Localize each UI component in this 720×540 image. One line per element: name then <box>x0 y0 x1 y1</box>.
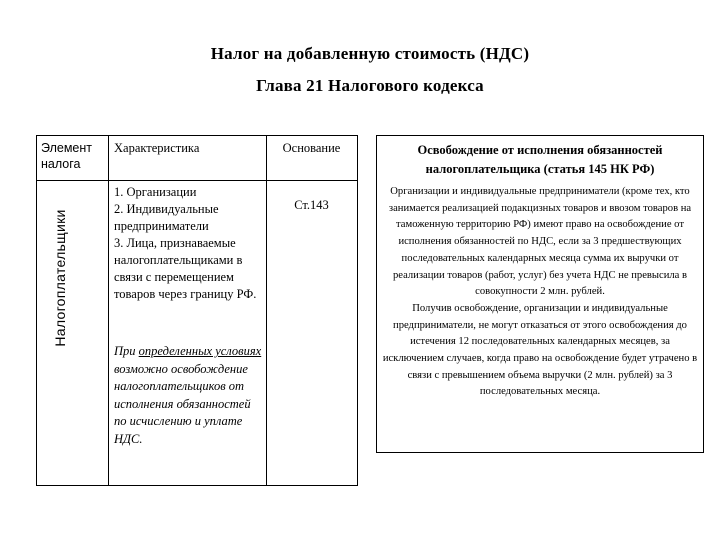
exemption-heading: Освобождение от исполнения обязанностей налогоплательщика (статья 145 НК РФ) <box>417 143 663 176</box>
list-item: 3. Лица, признаваемые налогоплательщиками в связи с перемещением товаров через границу РФ. <box>114 236 257 301</box>
exemption-note <box>114 343 264 449</box>
note-suffix: возможно освобождение налогоплательщиков от исполнения обязанностей по исчислению и уплате НДС. <box>114 361 251 446</box>
list-item: 1. Организации <box>114 185 197 199</box>
exemption-body <box>380 184 700 401</box>
conditions-link[interactable]: определенных условиях <box>138 344 262 358</box>
table-top-rule <box>36 135 358 136</box>
row-label: Налогоплательщики <box>52 209 68 347</box>
exemption-paragraph-1: Организации и индивидуальные предприниматели (кроме тех, кто занимается реализацией подакцизных товаров и ввозом товаров на таможенную территорию РФ) имеют право на освобождение от исполнения обязанностей по НДС, если за 3 предшествующих последовательных календарных месяца сумма их выручки от реализации товаров (работ, услуг) без учета НДС не превысила в совокупности 2 млн. рублей. <box>388 186 692 298</box>
table-right-border <box>357 135 358 486</box>
page-subtitle: Глава 21 Налогового кодекса <box>256 76 484 95</box>
exemption-paragraph-2: Получив освобождение, организации и индивидуальные предприниматели, не могут отказаться от этого освобождения до истечения 12 последовательных календарных месяцев, за исключением случаев, когда право на освобождение будет утрачено в связи с превышением объема выручки (2 млн. рублей) за 3 последовательных месяца. <box>382 302 698 398</box>
table-bottom-rule <box>36 485 358 486</box>
page-title: Налог на добавленную стоимость (НДС) <box>210 44 530 63</box>
row-label-cell <box>36 160 84 395</box>
table-header-rule <box>36 180 358 181</box>
header-element: Элемент налога <box>41 141 92 171</box>
payers-list <box>114 184 264 303</box>
table-divider-2 <box>266 135 267 486</box>
list-item: 2. Индивидуальные предприниматели <box>114 202 219 233</box>
table-divider-1 <box>108 135 109 486</box>
note-prefix: При <box>114 344 139 358</box>
header-basis: Основание <box>282 141 341 155</box>
header-characteristic: Характеристика <box>114 141 200 155</box>
basis-value: Ст.143 <box>294 198 329 212</box>
